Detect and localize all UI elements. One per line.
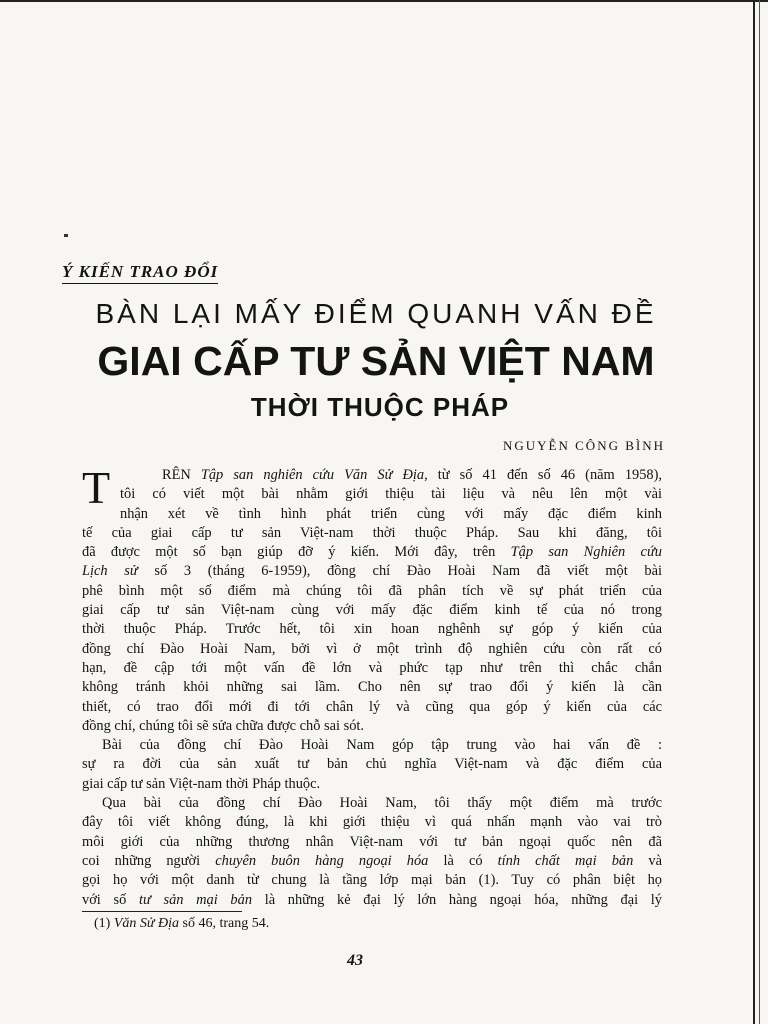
text-line: [82, 562, 662, 581]
italic-phrase: Lịch sử: [82, 563, 138, 580]
text-line: [82, 640, 662, 659]
footnote-rest: số 46, trang 54.: [179, 916, 270, 931]
text-span: Bài của đồng chí Đào Hoài Nam góp tập trung vào hai vấn đề :: [102, 737, 662, 754]
text-span: Qua bài của đồng chí Đào Hoài Nam, tôi thấy một điểm mà trước: [102, 795, 662, 812]
text-span: giai cấp tư sản Việt-nam thời Pháp thuộc.: [82, 775, 321, 792]
italic-phrase: tính chất mại bản: [497, 852, 634, 869]
text-span: gọi họ với một danh từ chung là tầng lớp mại bản (1). Tuy có phân biệt họ: [82, 872, 662, 889]
italic-phrase: chuyên buôn hàng ngoại hóa: [215, 852, 429, 869]
top-border: [0, 0, 768, 2]
text-line: [82, 871, 662, 890]
text-span: là những kẻ đại lý lớn hàng ngoại hóa, những đại lý: [252, 891, 662, 908]
text-line: [82, 466, 662, 485]
text-span: đã được một số bạn giúp đỡ ý kiến. Mới đây, trên: [82, 544, 511, 561]
text-line: [82, 678, 662, 697]
text-line: [82, 833, 662, 852]
title-line-1: BÀN LẠI MẤY ĐIỂM QUANH VẤN ĐỀ: [95, 298, 657, 329]
text-line: [82, 775, 662, 794]
text-span: nhận xét về tình hình phát triển cùng với mấy đặc điểm kinh: [120, 505, 662, 522]
text-span: đồng chí, chúng tôi sẽ sửa chữa được chỗ sai sót.: [82, 717, 364, 734]
text-span: đây tôi viết không đúng, là khi giới thiệu vì quá nhấn mạnh vào vai trò: [82, 814, 662, 831]
text-span: số 3 (tháng 6-1959), đồng chí Đào Hoài Nam đã viết một bài: [137, 563, 662, 580]
text-span: thiết, có trao đổi mới đi tới chân lý và cũng qua góp ý kiến của các: [82, 698, 662, 715]
text-line: [82, 755, 662, 774]
text-line: [82, 813, 662, 832]
right-border: [753, 0, 755, 1024]
text-line: [82, 601, 662, 620]
article-body: [82, 462, 662, 910]
text-span: sự ra đời của sản xuất tư bản chủ nghĩa Việt-nam và đặc điểm của: [82, 756, 662, 773]
text-span: tế của giai cấp tư sản Việt-nam thời thuộc Pháp. Sau khi đăng, tôi: [82, 524, 662, 541]
text-span: không tránh khỏi những sai lầm. Cho nên sự trao đổi ý kiến là cần: [82, 679, 662, 696]
text-line: [82, 543, 662, 562]
text-line: [82, 717, 662, 736]
text-span: môi giới của những thương nhân Việt-nam với tư bản ngoại quốc nên đã: [82, 833, 662, 850]
text-line: [82, 891, 662, 910]
text-span: hạn, đề cập tới một vấn đề lớn và phức tạp như trên thì chắc chắn: [82, 659, 662, 676]
text-line: [82, 485, 662, 504]
text-span: là có: [428, 852, 498, 869]
text-span: với số: [82, 891, 139, 908]
page-number: 43: [347, 952, 363, 969]
title-line-3: THỜI THUỘC PHÁP: [250, 392, 510, 422]
text-line: [82, 698, 662, 717]
drop-cap: T: [82, 462, 111, 513]
text-line: [82, 620, 662, 639]
footnote: [94, 916, 269, 932]
text-span: RÊN: [162, 467, 201, 483]
text-span: , từ số 41 đến số 46 (năm 1958),: [424, 467, 662, 483]
italic-phrase: tư sản mại bản: [138, 891, 253, 908]
text-line: [82, 852, 662, 871]
text-span: phê bình một số điểm mà chúng tôi đã phân tích về sự phát triển của: [82, 582, 662, 599]
text-span: thời thuộc Pháp. Trước hết, tôi xin hoan nghênh sự góp ý kiến của: [82, 621, 662, 638]
print-speck: [64, 234, 68, 237]
text-span: coi những người: [82, 852, 216, 869]
section-label: Ý KIẾN TRAO ĐỔI: [62, 262, 218, 284]
footnote-source: Văn Sử Địa: [113, 916, 180, 931]
text-line: [82, 659, 662, 678]
italic-phrase: Tập san nghiên cứu Văn Sử Địa: [200, 467, 425, 483]
footnote-mark: (1): [94, 916, 111, 931]
text-line: [82, 736, 662, 755]
italic-phrase: Tập san Nghiên cứu: [510, 544, 662, 561]
title-line-2: GIAI CẤP TƯ SẢN VIỆT NAM: [97, 338, 655, 384]
author-name: NGUYỄN CÔNG BÌNH: [503, 438, 665, 453]
text-line: [82, 505, 662, 524]
text-span: tôi có viết một bài nhằm giới thiệu tài liệu và nêu lên một vài: [120, 486, 662, 503]
footnote-rule: [82, 911, 242, 912]
text-span: giai cấp tư sản Việt-nam cùng với mấy đặc điểm kinh tế của nó trong: [82, 602, 662, 619]
text-line: [82, 794, 662, 813]
right-border-inner: [759, 0, 760, 1024]
text-span: và: [633, 852, 662, 869]
text-line: [82, 524, 662, 543]
text-span: đồng chí Đào Hoài Nam, bởi vì ở một trình độ nghiên cứu còn rất có: [82, 640, 662, 657]
text-line: [82, 582, 662, 601]
